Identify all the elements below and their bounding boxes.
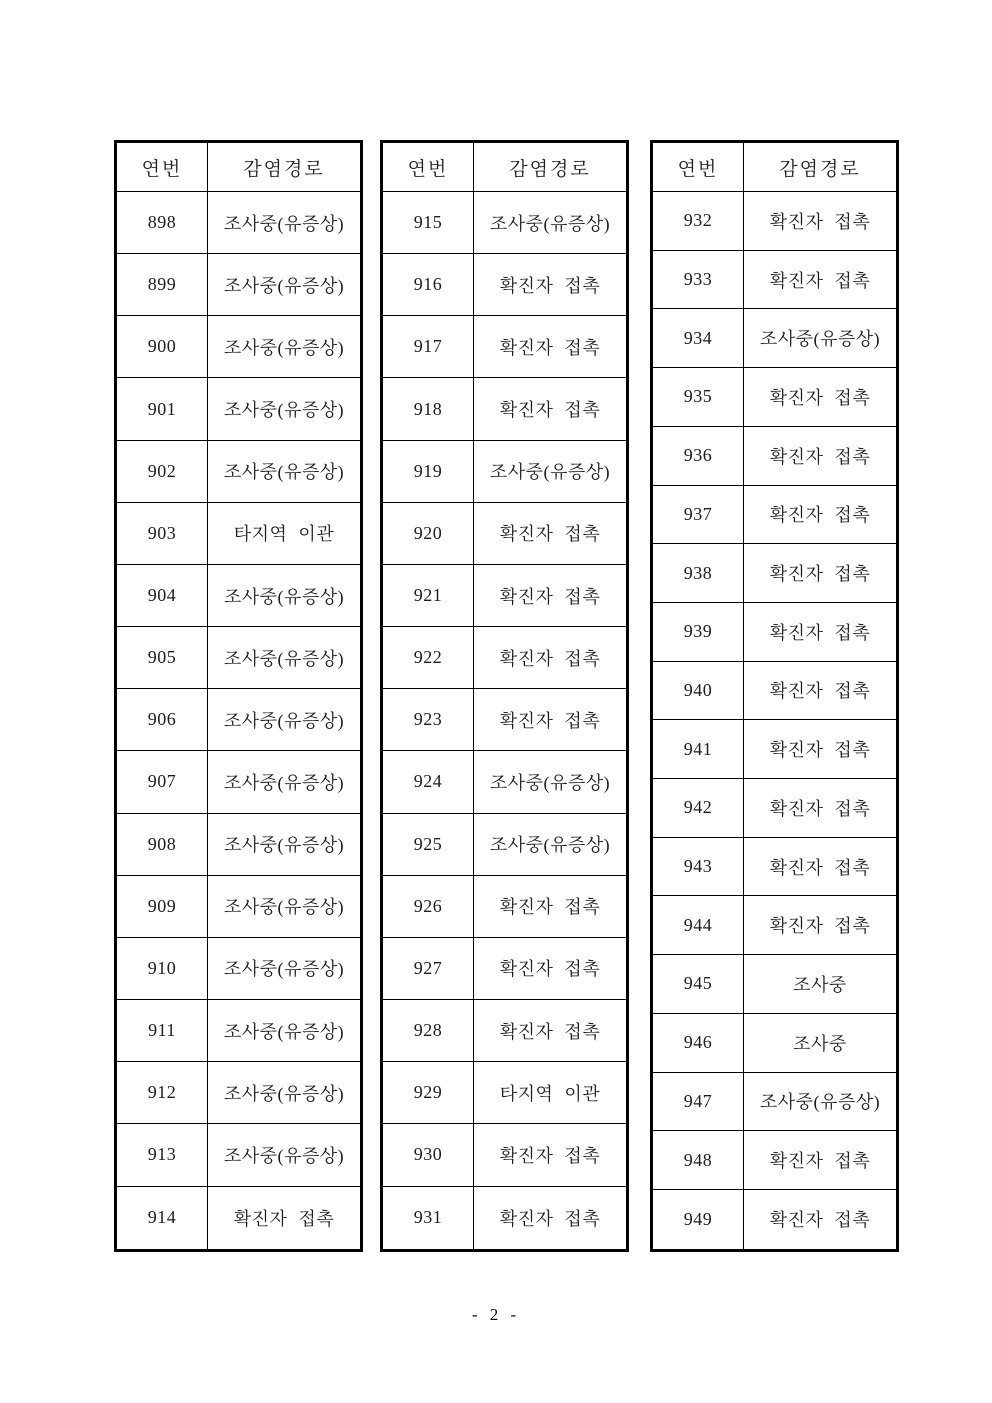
infection-route-cell: 확진자 접촉 [474, 627, 628, 689]
infection-route-cell: 조사중(유증상) [744, 1072, 898, 1131]
table-row [382, 937, 628, 999]
infection-route-cell: 확진자 접촉 [744, 1189, 898, 1250]
table-row [116, 937, 362, 999]
serial-number-cell: 933 [652, 250, 744, 309]
table-row [382, 192, 628, 254]
table-row [652, 779, 898, 838]
table-row [652, 250, 898, 309]
table-row [382, 1124, 628, 1186]
serial-number-cell: 929 [382, 1062, 474, 1124]
page-number: - 2 - [471, 1305, 521, 1324]
table-row [116, 440, 362, 502]
infection-route-cell: 조사중(유증상) [208, 937, 362, 999]
table-row [652, 309, 898, 368]
table-row [652, 544, 898, 603]
table-row [652, 1189, 898, 1250]
infection-route-cell: 조사중(유증상) [474, 440, 628, 502]
serial-number-cell: 907 [116, 751, 208, 813]
serial-number-cell: 946 [652, 1013, 744, 1072]
table-row [116, 254, 362, 316]
serial-number-cell: 917 [382, 316, 474, 378]
infection-route-cell: 조사중(유증상) [474, 192, 628, 254]
serial-number-cell: 949 [652, 1189, 744, 1250]
table-header-row [382, 142, 628, 192]
serial-number-cell: 903 [116, 502, 208, 564]
infection-route-cell: 조사중(유증상) [474, 813, 628, 875]
serial-number-cell: 904 [116, 564, 208, 626]
infection-route-cell: 조사중(유증상) [474, 751, 628, 813]
infection-route-cell: 조사중(유증상) [208, 751, 362, 813]
infection-route-cell: 확진자 접촉 [744, 1131, 898, 1190]
serial-number-cell: 913 [116, 1124, 208, 1186]
table-row [116, 1000, 362, 1062]
table-row [652, 661, 898, 720]
table-row [116, 564, 362, 626]
serial-number-cell: 925 [382, 813, 474, 875]
infection-route-cell: 확진자 접촉 [474, 254, 628, 316]
serial-number-cell: 948 [652, 1131, 744, 1190]
serial-number-cell: 936 [652, 426, 744, 485]
infection-route-cell: 조사중(유증상) [208, 378, 362, 440]
infection-route-cell: 확진자 접촉 [744, 837, 898, 896]
infection-route-cell: 타지역 이관 [208, 502, 362, 564]
table-row [382, 254, 628, 316]
serial-number-cell: 919 [382, 440, 474, 502]
header-serial-number: 연번 [382, 142, 474, 192]
infection-route-cell: 조사중(유증상) [208, 813, 362, 875]
table-row [382, 1062, 628, 1124]
table-row [652, 485, 898, 544]
infection-route-table-3 [650, 140, 899, 1252]
serial-number-cell: 935 [652, 368, 744, 427]
serial-number-cell: 922 [382, 627, 474, 689]
serial-number-cell: 940 [652, 661, 744, 720]
infection-route-cell: 확진자 접촉 [474, 937, 628, 999]
serial-number-cell: 912 [116, 1062, 208, 1124]
infection-route-cell: 확진자 접촉 [474, 502, 628, 564]
table-row [652, 192, 898, 251]
infection-route-cell: 조사중(유증상) [208, 316, 362, 378]
table-row [382, 751, 628, 813]
infection-route-cell: 조사중(유증상) [208, 192, 362, 254]
infection-route-cell: 확진자 접촉 [744, 661, 898, 720]
table-row [116, 378, 362, 440]
serial-number-cell: 947 [652, 1072, 744, 1131]
infection-route-cell: 조사중(유증상) [208, 254, 362, 316]
infection-route-cell: 확진자 접촉 [744, 544, 898, 603]
table-header-row [116, 142, 362, 192]
serial-number-cell: 942 [652, 779, 744, 838]
table-row [116, 751, 362, 813]
table-row [652, 720, 898, 779]
table-row [652, 602, 898, 661]
table-row [382, 502, 628, 564]
header-infection-route: 감염경로 [208, 142, 362, 192]
serial-number-cell: 926 [382, 875, 474, 937]
table-row [116, 627, 362, 689]
infection-route-cell: 확진자 접촉 [744, 602, 898, 661]
infection-route-cell: 확진자 접촉 [474, 316, 628, 378]
infection-route-cell: 조사중 [744, 955, 898, 1014]
infection-route-cell: 확진자 접촉 [208, 1186, 362, 1251]
serial-number-cell: 909 [116, 875, 208, 937]
serial-number-cell: 914 [116, 1186, 208, 1251]
infection-route-cell: 확진자 접촉 [744, 368, 898, 427]
serial-number-cell: 900 [116, 316, 208, 378]
infection-route-cell: 조사중(유증상) [208, 1062, 362, 1124]
header-serial-number: 연번 [116, 142, 208, 192]
serial-number-cell: 928 [382, 1000, 474, 1062]
table-header-row [652, 142, 898, 192]
header-serial-number: 연번 [652, 142, 744, 192]
infection-route-cell: 확진자 접촉 [474, 564, 628, 626]
table-row [116, 502, 362, 564]
infection-route-cell: 확진자 접촉 [474, 1124, 628, 1186]
table-row [116, 1186, 362, 1251]
table-row [382, 378, 628, 440]
serial-number-cell: 915 [382, 192, 474, 254]
infection-route-cell: 확진자 접촉 [744, 426, 898, 485]
infection-route-cell: 조사중(유증상) [208, 875, 362, 937]
header-infection-route: 감염경로 [744, 142, 898, 192]
serial-number-cell: 939 [652, 602, 744, 661]
table-row [116, 192, 362, 254]
table-row [382, 689, 628, 751]
infection-route-cell: 확진자 접촉 [474, 875, 628, 937]
serial-number-cell: 899 [116, 254, 208, 316]
table-row [116, 689, 362, 751]
infection-route-cell: 조사중(유증상) [744, 309, 898, 368]
serial-number-cell: 920 [382, 502, 474, 564]
serial-number-cell: 908 [116, 813, 208, 875]
table-row [116, 875, 362, 937]
table-row [652, 837, 898, 896]
infection-route-table-2 [380, 140, 629, 1252]
table-row [382, 564, 628, 626]
table-row [652, 1013, 898, 1072]
table-row [116, 316, 362, 378]
table-row [382, 875, 628, 937]
infection-route-cell: 조사중(유증상) [208, 627, 362, 689]
infection-route-cell: 조사중(유증상) [208, 1000, 362, 1062]
table-row [652, 896, 898, 955]
serial-number-cell: 932 [652, 192, 744, 251]
infection-route-cell: 확진자 접촉 [474, 1000, 628, 1062]
table-row [652, 1131, 898, 1190]
serial-number-cell: 916 [382, 254, 474, 316]
infection-route-table-1 [114, 140, 363, 1252]
table-row [382, 440, 628, 502]
serial-number-cell: 905 [116, 627, 208, 689]
table-row [382, 1000, 628, 1062]
infection-route-cell: 확진자 접촉 [474, 689, 628, 751]
serial-number-cell: 924 [382, 751, 474, 813]
table-row [652, 1072, 898, 1131]
infection-route-cell: 확진자 접촉 [744, 250, 898, 309]
serial-number-cell: 911 [116, 1000, 208, 1062]
table-row [382, 813, 628, 875]
infection-route-cell: 조사중(유증상) [208, 689, 362, 751]
serial-number-cell: 934 [652, 309, 744, 368]
header-infection-route: 감염경로 [474, 142, 628, 192]
infection-route-cell: 확진자 접촉 [744, 896, 898, 955]
serial-number-cell: 910 [116, 937, 208, 999]
serial-number-cell: 943 [652, 837, 744, 896]
infection-route-cell: 확진자 접촉 [744, 192, 898, 251]
serial-number-cell: 944 [652, 896, 744, 955]
infection-route-cell: 확진자 접촉 [744, 485, 898, 544]
infection-route-cell: 확진자 접촉 [474, 1186, 628, 1251]
serial-number-cell: 901 [116, 378, 208, 440]
serial-number-cell: 921 [382, 564, 474, 626]
serial-number-cell: 902 [116, 440, 208, 502]
table-row [382, 627, 628, 689]
table-row [382, 316, 628, 378]
infection-route-cell: 조사중(유증상) [208, 564, 362, 626]
serial-number-cell: 906 [116, 689, 208, 751]
serial-number-cell: 898 [116, 192, 208, 254]
table-row [116, 813, 362, 875]
serial-number-cell: 931 [382, 1186, 474, 1251]
table-row [652, 955, 898, 1014]
table-row [382, 1186, 628, 1251]
table-row [116, 1124, 362, 1186]
infection-route-cell: 조사중 [744, 1013, 898, 1072]
infection-route-cell: 확진자 접촉 [744, 779, 898, 838]
table-row [116, 1062, 362, 1124]
infection-route-cell: 타지역 이관 [474, 1062, 628, 1124]
serial-number-cell: 923 [382, 689, 474, 751]
table-row [652, 368, 898, 427]
serial-number-cell: 938 [652, 544, 744, 603]
infection-route-cell: 조사중(유증상) [208, 1124, 362, 1186]
serial-number-cell: 937 [652, 485, 744, 544]
infection-route-cell: 확진자 접촉 [744, 720, 898, 779]
serial-number-cell: 927 [382, 937, 474, 999]
table-row [652, 426, 898, 485]
serial-number-cell: 918 [382, 378, 474, 440]
serial-number-cell: 930 [382, 1124, 474, 1186]
serial-number-cell: 945 [652, 955, 744, 1014]
infection-route-cell: 조사중(유증상) [208, 440, 362, 502]
serial-number-cell: 941 [652, 720, 744, 779]
infection-route-cell: 확진자 접촉 [474, 378, 628, 440]
